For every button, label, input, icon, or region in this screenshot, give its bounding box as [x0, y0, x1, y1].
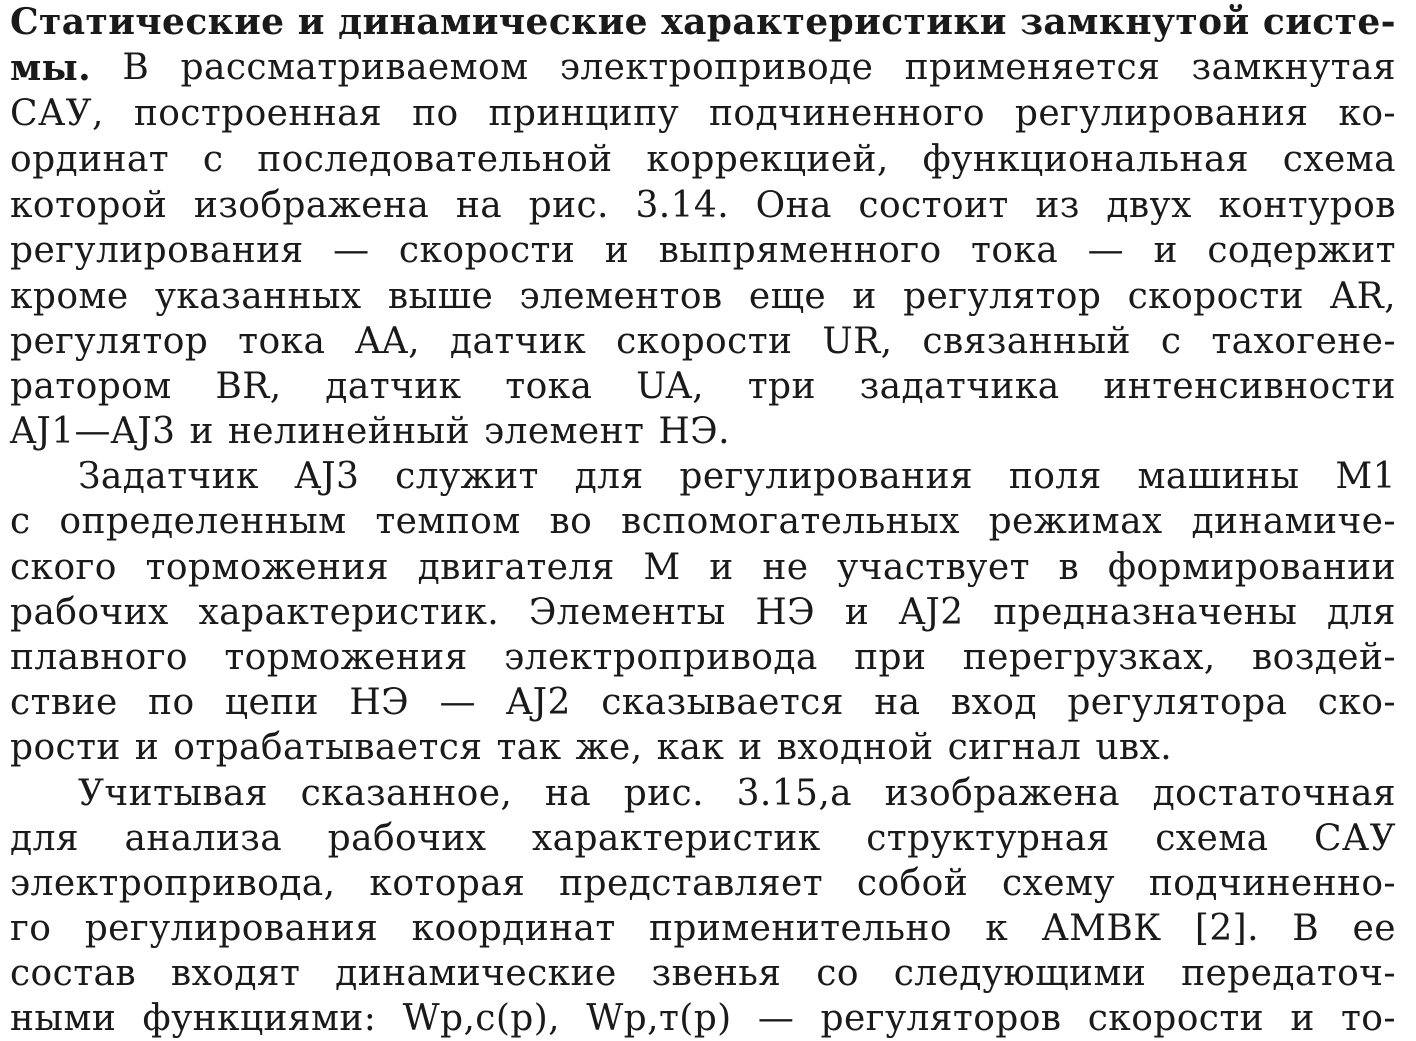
- text-line: Статические и динамические характеристики замкнутой систе-: [10, 1, 1396, 43]
- text-line: ратором BR, датчик тока UA, три задатчика интенсивности: [10, 366, 1396, 407]
- text-line: го регулирования координат применительно к АМВК [2]. В ее: [10, 908, 1396, 949]
- text-line: электропривода, которая представляет собой схему подчиненно-: [10, 863, 1396, 904]
- text-line: мы. В рассматриваемом электроприводе применяется замкнутая: [10, 47, 1396, 89]
- text-line: Задатчик AJ3 служит для регулирования поля машины M1: [78, 456, 1396, 497]
- text-line: кроме указанных выше элементов еще и регулятор скорости AR,: [10, 276, 1396, 317]
- text-line: ординат с последовательной коррекцией, функциональная схема: [10, 139, 1396, 180]
- text-line: рости и отрабатывается так же, как и входной сигнал uвх.: [10, 727, 1173, 768]
- text-line: состав входят динамические звенья со следующими передаточ-: [10, 953, 1396, 994]
- text-line: Учитывая сказанное, на рис. 3.15,a изображена достаточная: [78, 773, 1396, 814]
- text-line: AJ1—AJ3 и нелинейный элемент НЭ.: [10, 411, 730, 452]
- text-line: регулирования — скорости и выпряменного тока — и содержит: [10, 230, 1396, 271]
- text-line: рабочих характеристик. Элементы НЭ и AJ2 предназначены для: [10, 592, 1396, 633]
- text-line: которой изображена на рис. 3.14. Она состоит из двух контуров: [10, 185, 1396, 226]
- text-line: ными функциями: Wр,с(p), Wр,т(p) — регуляторов скорости и то-: [10, 998, 1396, 1039]
- text-line: ствие по цепи НЭ — AJ2 сказывается на вход регулятора ско-: [10, 682, 1396, 723]
- document-page: [10, 0, 1396, 1041]
- text-line: САУ, построенная по принципу подчиненного регулирования ко-: [10, 93, 1396, 134]
- text-line: плавного торможения электропривода при перегрузках, воздей-: [10, 637, 1396, 678]
- text-line: с определенным темпом во вспомогательных режимах динамиче-: [10, 501, 1396, 542]
- text-line: для анализа рабочих характеристик структурная схема САУ: [10, 818, 1396, 859]
- text-line: регулятор тока AA, датчик скорости UR, связанный с тахогене-: [10, 321, 1396, 362]
- text-line: ского торможения двигателя M и не участвует в формировании: [10, 547, 1396, 588]
